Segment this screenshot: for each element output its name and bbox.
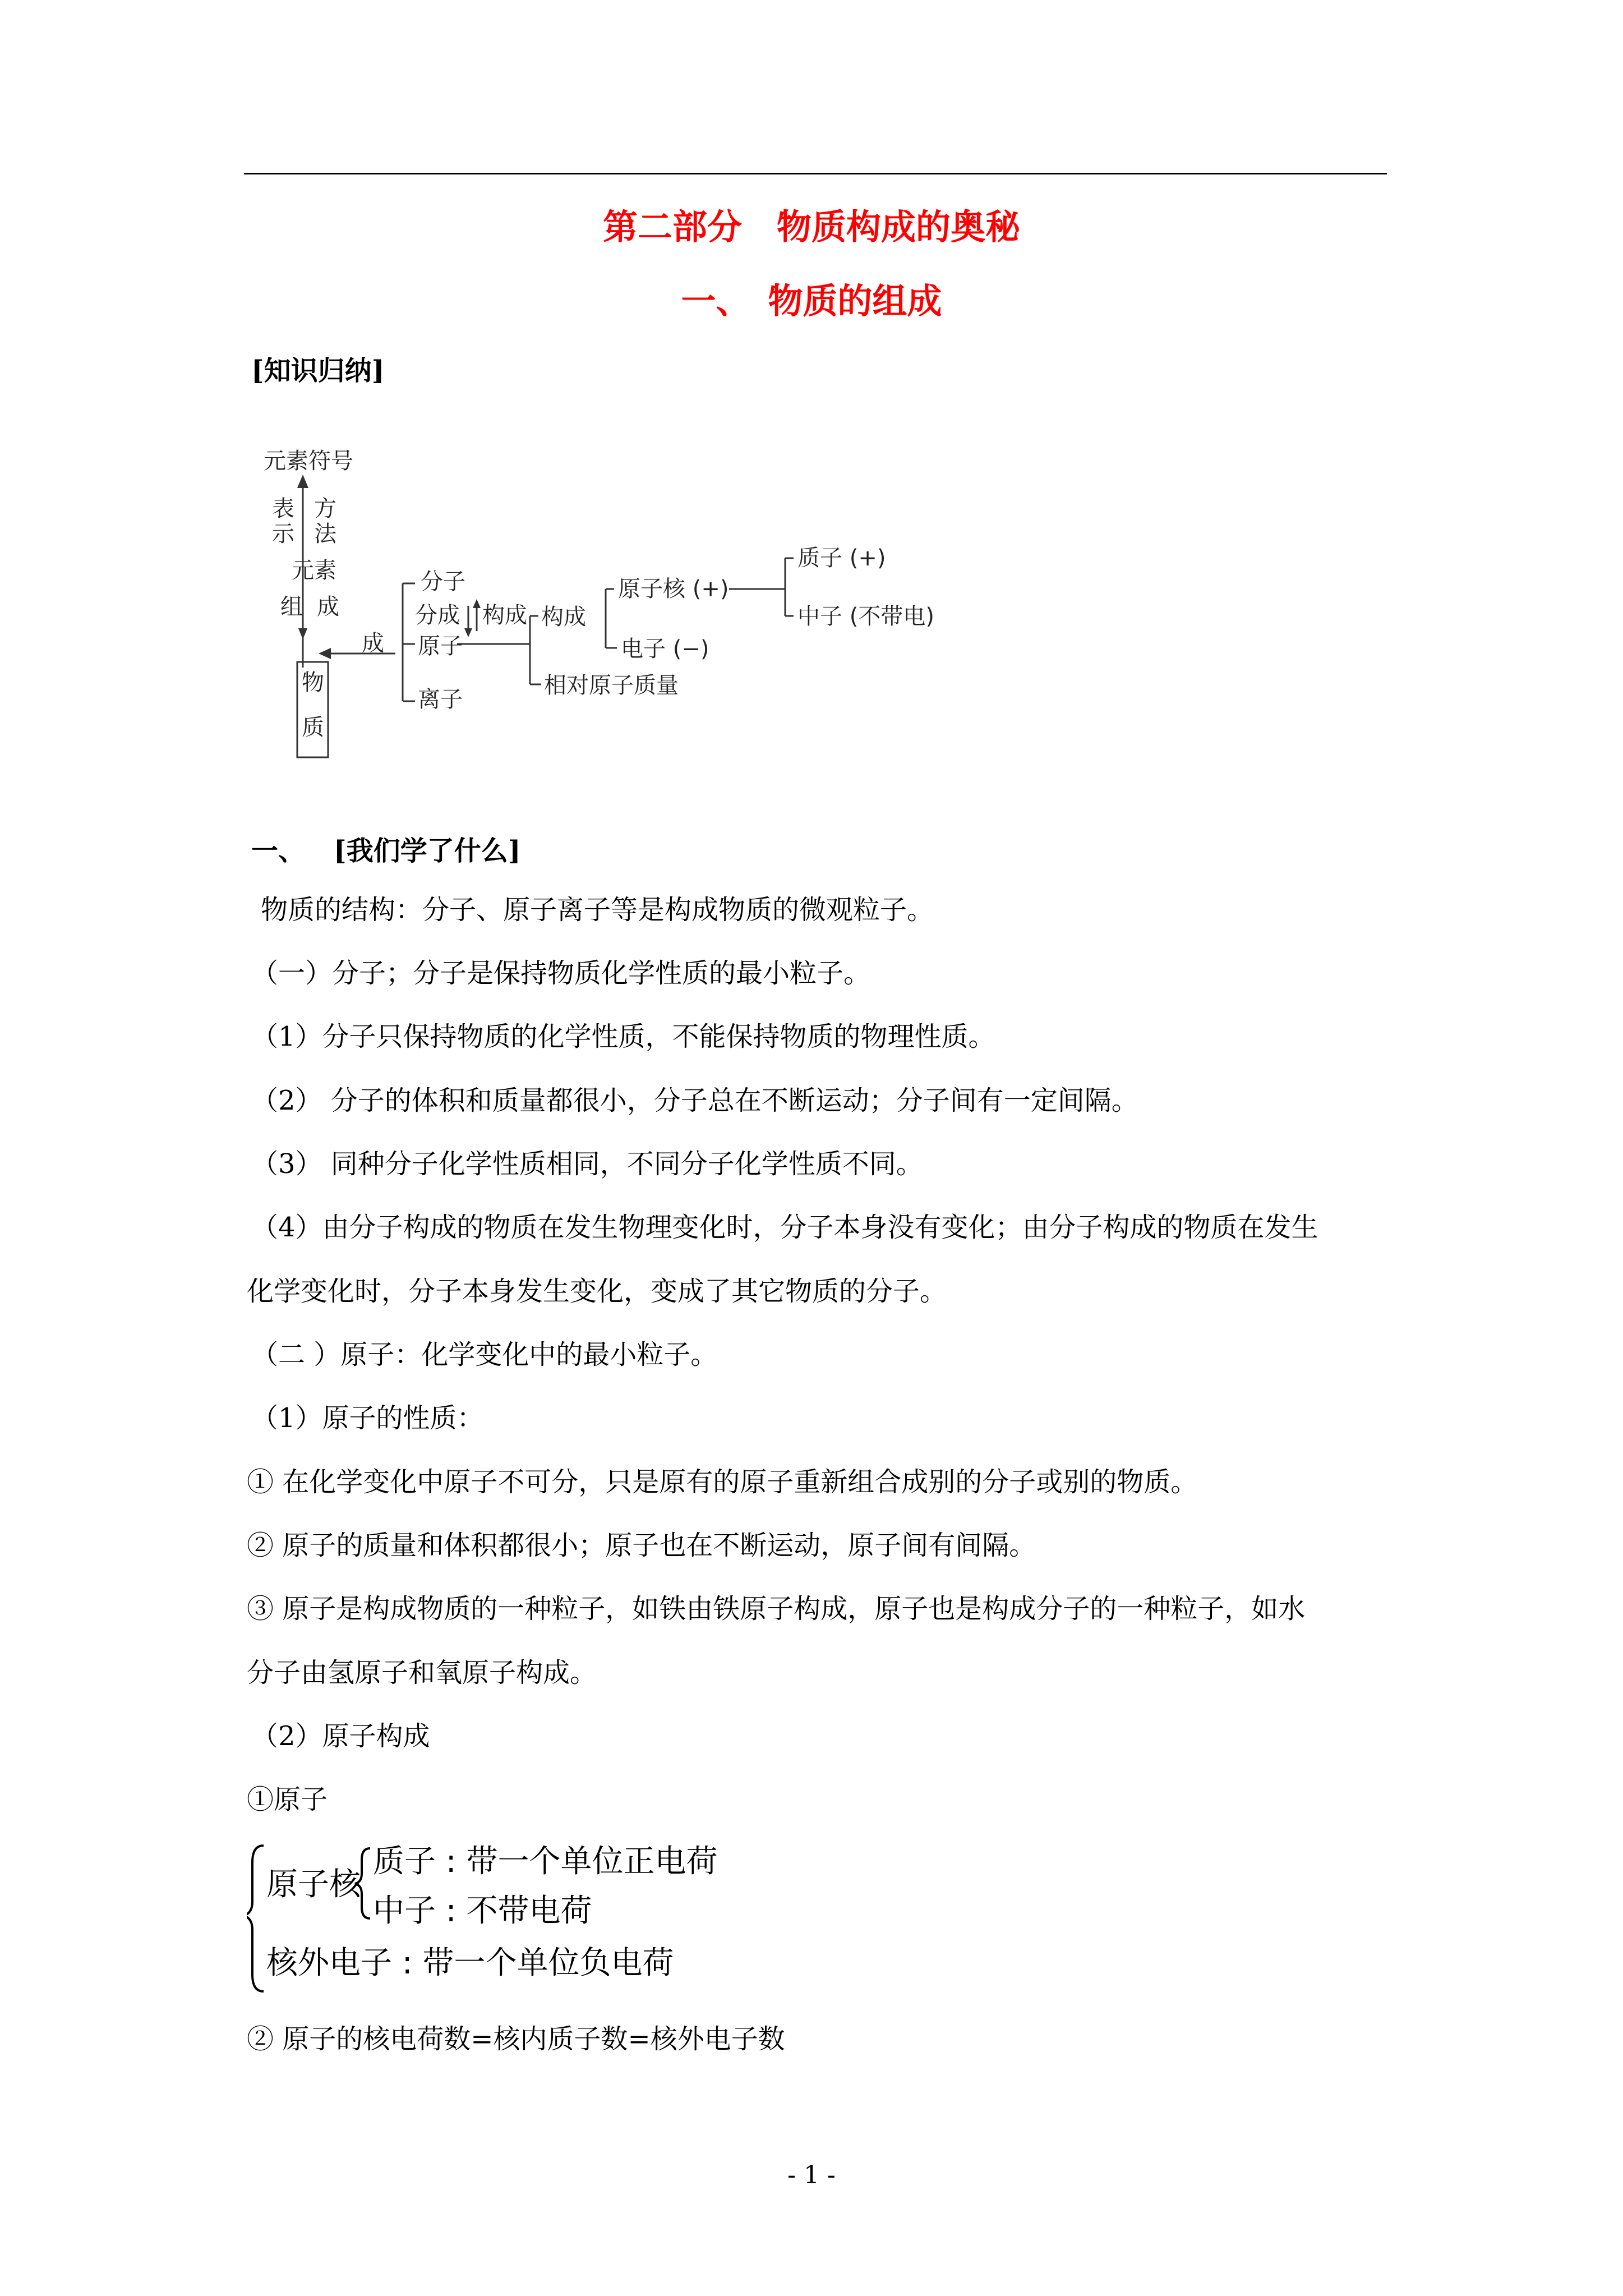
diagram-element-symbol: 元素符号 bbox=[264, 448, 353, 474]
diagram-nucleus: 原子核 (+) bbox=[618, 576, 729, 602]
paragraph: （一）分子；分子是保持物质化学性质的最小粒子。 bbox=[251, 958, 871, 989]
atom-nucleus-label: 原子核 bbox=[266, 1866, 361, 1903]
paragraph: （3） 同种分子化学性质相同，不同分子化学性质不同。 bbox=[251, 1148, 923, 1180]
diagram-ion: 离子 bbox=[418, 687, 463, 712]
paragraph: 物质的结构：分子、原子离子等是构成物质的微观粒子。 bbox=[261, 894, 934, 926]
diagram-proton: 质子 (+) bbox=[797, 545, 886, 571]
paragraph: （1）原子的性质： bbox=[251, 1402, 484, 1434]
diagram-method-1: 方 bbox=[314, 496, 336, 522]
paragraph: （1）分子只保持物质的化学性质，不能保持物质的物理性质。 bbox=[251, 1021, 995, 1052]
diagram-element-2: 素 bbox=[314, 558, 336, 583]
diagram-element-1: 元 bbox=[292, 558, 314, 583]
diagram-electron: 电子 (−) bbox=[621, 636, 709, 662]
diagram-molecule: 分子 bbox=[421, 569, 465, 595]
paragraph: （2）原子构成 bbox=[251, 1720, 430, 1752]
knowledge-heading: [知识归纳] bbox=[251, 355, 385, 386]
paragraph: （2） 分子的体积和质量都很小，分子总在不断运动；分子间有一定间隔。 bbox=[251, 1085, 1138, 1116]
diagram-constitute: 构成 bbox=[482, 602, 527, 628]
diagram-method-2: 法 bbox=[314, 521, 336, 547]
paragraph: ① 在化学变化中原子不可分，只是原有的原子重新组合成别的分子或别的物质。 bbox=[247, 1466, 1198, 1498]
header-rule bbox=[244, 173, 1387, 174]
paragraph: ①原子 bbox=[247, 1784, 328, 1815]
diagram-represent-1: 表 bbox=[272, 496, 294, 522]
diagram-made-of: 构成 bbox=[541, 604, 586, 630]
matter-composition-diagram bbox=[247, 438, 1032, 774]
atom-proton-label: 质子 : 带一个单位正电荷 bbox=[373, 1843, 718, 1880]
diagram-neutron: 中子 (不带电) bbox=[797, 604, 934, 629]
atom-structure-brace bbox=[247, 1834, 976, 2003]
paragraph: （4）由分子构成的物质在发生物理变化时，分子本身没有变化；由分子构成的物质在发生 bbox=[251, 1212, 1318, 1243]
section-one-title: [我们学了什么] bbox=[334, 835, 521, 867]
diagram-represent-2: 示 bbox=[272, 521, 294, 547]
diagram-matter-2: 质 bbox=[302, 715, 324, 740]
diagram-split-into: 分成 bbox=[415, 602, 460, 628]
section-one-number: 一、 bbox=[251, 835, 306, 867]
atom-neutron-label: 中子 : 不带电荷 bbox=[373, 1893, 592, 1929]
part-title: 第二部分 物质构成的奥秘 bbox=[602, 206, 1020, 247]
diagram-relative-mass: 相对原子质量 bbox=[544, 673, 679, 698]
page-number: - 1 - bbox=[787, 2161, 836, 2189]
atom-electron-label: 核外电子 : 带一个单位负电荷 bbox=[266, 1945, 674, 1981]
diagram-matter-1: 物 bbox=[302, 670, 324, 696]
diagram-compose-1: 组 bbox=[280, 594, 303, 620]
paragraph: 分子由氢原子和氧原子构成。 bbox=[247, 1657, 597, 1688]
diagram-form: 成 bbox=[362, 631, 384, 656]
chapter-title: 一、 物质的组成 bbox=[681, 280, 942, 321]
paragraph: ② 原子的质量和体积都很小；原子也在不断运动，原子间有间隔。 bbox=[247, 1530, 1036, 1561]
paragraph: ③ 原子是构成物质的一种粒子，如铁由铁原子构成，原子也是构成分子的一种粒子，如水 bbox=[247, 1593, 1306, 1625]
paragraph: 化学变化时，分子本身发生变化，变成了其它物质的分子。 bbox=[247, 1276, 947, 1307]
diagram-compose-2: 成 bbox=[317, 594, 339, 620]
paragraph: ② 原子的核电荷数=核内质子数=核外电子数 bbox=[247, 2023, 785, 2055]
paragraph: （二 ）原子：化学变化中的最小粒子。 bbox=[251, 1339, 718, 1370]
diagram-atom: 原子 bbox=[418, 633, 463, 659]
